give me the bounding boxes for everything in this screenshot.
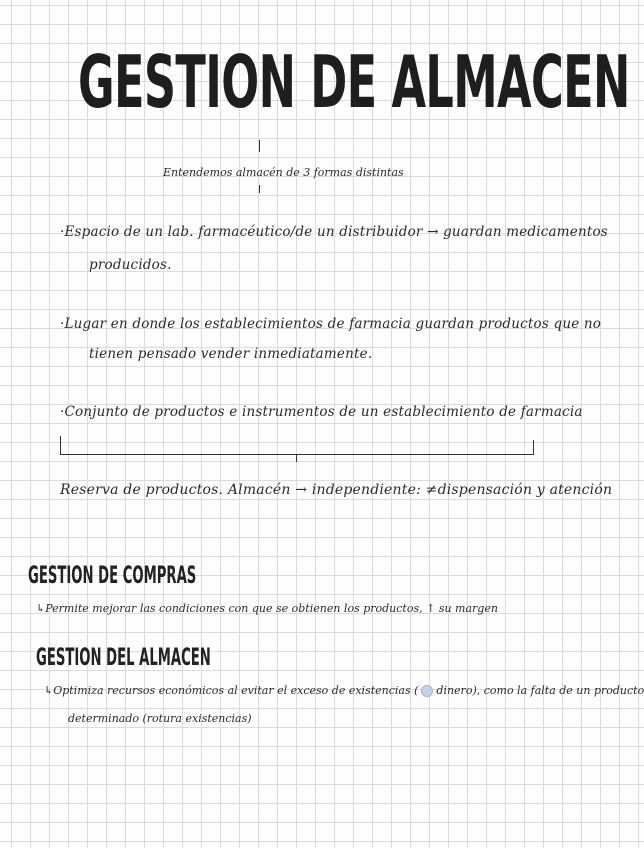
compras-text: ↳Permite mejorar las condiciones con que se obtienen los productos, ↑ su margen	[36, 602, 498, 615]
almacen-heading: GESTION DEL ALMACEN	[36, 643, 211, 671]
definition-3-line-1: ·Conjunto de productos e instrumentos de un establecimiento de farmacia	[60, 404, 583, 420]
summary-text: Reserva de productos. Almacén → independiente: ≠dispensación y atención	[60, 482, 613, 498]
title-connector	[259, 140, 260, 152]
intro-connector	[259, 185, 260, 193]
summary-bracket	[60, 454, 534, 455]
definition-1-line-2: producidos.	[89, 257, 172, 273]
compras-heading: GESTION DE COMPRAS	[28, 561, 197, 589]
almacen-text-part-1: ↳Optimiza recursos económicos al evitar el exceso de existencias (	[44, 684, 419, 697]
almacen-text-line-1	[44, 684, 644, 697]
coin-icon	[421, 685, 433, 697]
definition-2-line-2: tienen pensado vender inmediatamente.	[89, 346, 373, 362]
intro-text: Entendemos almacén de 3 formas distintas	[163, 166, 404, 179]
bracket-left-end	[60, 436, 61, 454]
page-title: GESTION DE ALMACEN	[78, 40, 630, 124]
almacen-text-part-2: dinero), como la falta de un producto	[436, 684, 644, 697]
definition-1-line-1: ·Espacio de un lab. farmacéutico/de un distribuidor → guardan medicamentos	[60, 224, 608, 240]
almacen-text-line-2: determinado (rotura existencias)	[68, 712, 252, 725]
bracket-center-tick	[296, 454, 297, 462]
definition-2-line-1: ·Lugar en donde los establecimientos de farmacia guardan productos que no	[60, 316, 602, 332]
bracket-right-end	[533, 440, 534, 454]
